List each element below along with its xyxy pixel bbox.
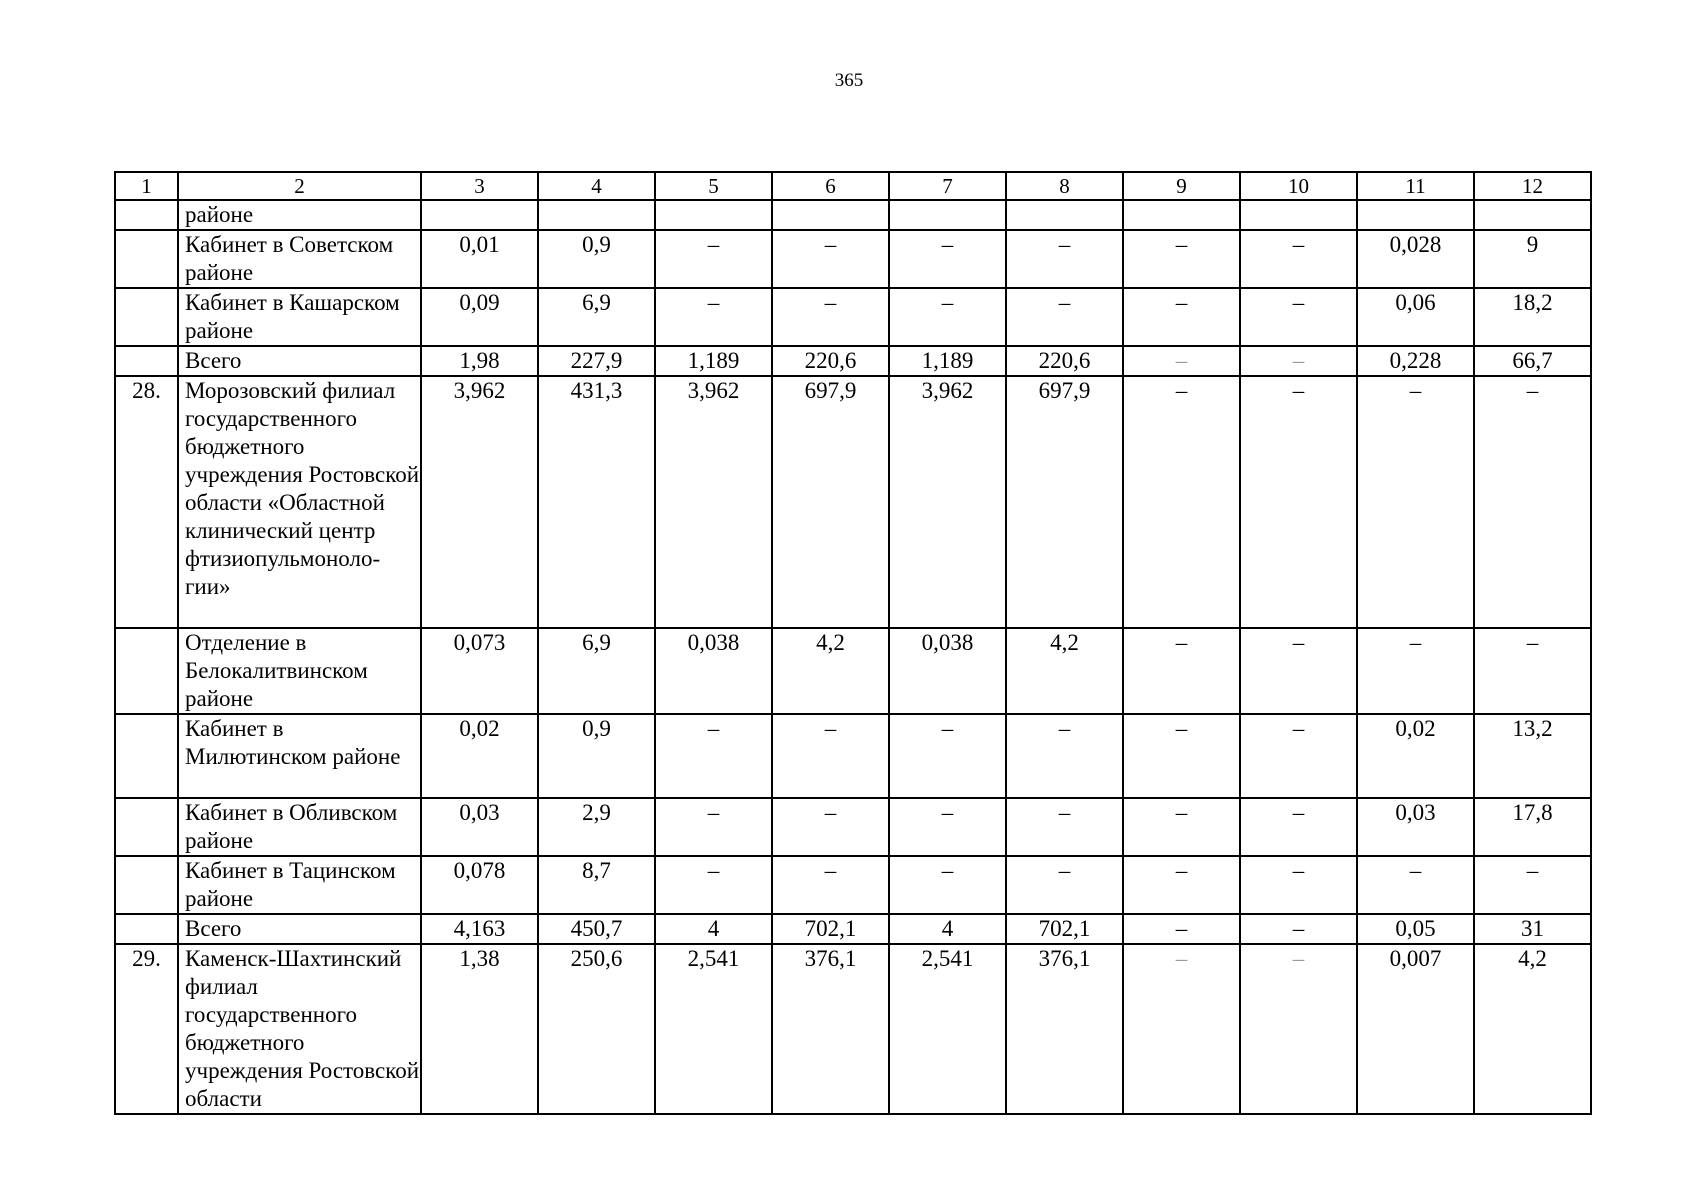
value-cell: – — [1474, 856, 1591, 914]
value-cell: 2,541 — [889, 944, 1006, 1114]
value-cell: – — [772, 714, 889, 798]
value-cell: 4,2 — [1006, 628, 1123, 714]
row-number-cell — [115, 714, 178, 798]
value-cell: 4,2 — [772, 628, 889, 714]
table-row — [115, 714, 1591, 798]
value-cell: 431,3 — [538, 376, 655, 628]
value-cell: – — [1123, 714, 1240, 798]
value-cell: 0,01 — [421, 230, 538, 288]
value-cell: 376,1 — [1006, 944, 1123, 1114]
value-cell: 0,09 — [421, 288, 538, 346]
value-cell: – — [1006, 856, 1123, 914]
value-cell — [1123, 200, 1240, 230]
value-cell: – — [1123, 376, 1240, 628]
row-number-cell: 28. — [115, 376, 178, 628]
value-cell: 450,7 — [538, 914, 655, 944]
value-cell: – — [655, 230, 772, 288]
value-cell: – — [1123, 798, 1240, 856]
value-cell: – — [1357, 376, 1474, 628]
value-cell: – — [1240, 288, 1357, 346]
col-header: 5 — [655, 172, 772, 200]
value-cell: 0,228 — [1357, 346, 1474, 376]
value-cell: – — [1123, 856, 1240, 914]
value-cell: 3,962 — [889, 376, 1006, 628]
value-cell — [538, 200, 655, 230]
value-cell: 2,541 — [655, 944, 772, 1114]
row-number-cell — [115, 628, 178, 714]
value-cell: 220,6 — [772, 346, 889, 376]
value-cell: 3,962 — [655, 376, 772, 628]
table-row — [115, 914, 1591, 944]
value-cell: – — [889, 798, 1006, 856]
value-cell: – — [889, 856, 1006, 914]
value-cell: 2,9 — [538, 798, 655, 856]
value-cell: 6,9 — [538, 288, 655, 346]
table-row — [115, 230, 1591, 288]
value-cell: – — [1240, 798, 1357, 856]
value-cell: 0,02 — [1357, 714, 1474, 798]
value-cell — [772, 200, 889, 230]
value-cell: 0,038 — [655, 628, 772, 714]
row-number-cell — [115, 798, 178, 856]
value-cell: 220,6 — [1006, 346, 1123, 376]
value-cell: 1,189 — [655, 346, 772, 376]
value-cell: – — [772, 856, 889, 914]
value-cell: – — [1123, 288, 1240, 346]
col-header: 7 — [889, 172, 1006, 200]
col-header: 6 — [772, 172, 889, 200]
value-cell: 1,189 — [889, 346, 1006, 376]
value-cell: 17,8 — [1474, 798, 1591, 856]
table-row — [115, 944, 1591, 1114]
value-cell: – — [1123, 914, 1240, 944]
value-cell — [1006, 200, 1123, 230]
value-cell: – — [1240, 230, 1357, 288]
value-cell: – — [1006, 230, 1123, 288]
table-row — [115, 856, 1591, 914]
value-cell: 0,078 — [421, 856, 538, 914]
table-row — [115, 798, 1591, 856]
col-header: 12 — [1474, 172, 1591, 200]
name-cell: Кабинет в Милютинском районе — [178, 714, 421, 798]
name-cell: Каменск-Шахтинский филиал государственного бюджетного учреждения Ростовской области — [178, 944, 421, 1114]
row-number-cell — [115, 914, 178, 944]
value-cell: 702,1 — [772, 914, 889, 944]
value-cell: 0,03 — [1357, 798, 1474, 856]
value-cell: 4 — [655, 914, 772, 944]
value-cell: 1,98 — [421, 346, 538, 376]
row-number-cell — [115, 200, 178, 230]
value-cell: 697,9 — [772, 376, 889, 628]
value-cell: – — [772, 798, 889, 856]
table-row — [115, 288, 1591, 346]
value-cell: – — [1240, 346, 1357, 376]
value-cell — [421, 200, 538, 230]
value-cell: 0,038 — [889, 628, 1006, 714]
value-cell — [1240, 200, 1357, 230]
name-cell: Кабинет в Обливском районе — [178, 798, 421, 856]
value-cell: – — [772, 288, 889, 346]
page-number: 365 — [834, 70, 864, 91]
name-cell: Отделение в Белокалитвинском районе — [178, 628, 421, 714]
col-header: 9 — [1123, 172, 1240, 200]
value-cell: 697,9 — [1006, 376, 1123, 628]
value-cell: – — [1240, 628, 1357, 714]
name-cell: Кабинет в Советском районе — [178, 230, 421, 288]
value-cell: – — [889, 714, 1006, 798]
value-cell: 0,06 — [1357, 288, 1474, 346]
value-cell: 0,9 — [538, 714, 655, 798]
value-cell: – — [772, 230, 889, 288]
value-cell: – — [1240, 944, 1357, 1114]
value-cell: 0,03 — [421, 798, 538, 856]
col-header: 10 — [1240, 172, 1357, 200]
table-row — [115, 200, 1591, 230]
value-cell: – — [1240, 714, 1357, 798]
value-cell: 13,2 — [1474, 714, 1591, 798]
row-number-cell — [115, 856, 178, 914]
value-cell: – — [1123, 230, 1240, 288]
value-cell: 0,007 — [1357, 944, 1474, 1114]
value-cell: 6,9 — [538, 628, 655, 714]
row-number-cell: 29. — [115, 944, 178, 1114]
value-cell — [1357, 200, 1474, 230]
value-cell: 250,6 — [538, 944, 655, 1114]
value-cell: 4,163 — [421, 914, 538, 944]
col-header: 4 — [538, 172, 655, 200]
value-cell: – — [1474, 376, 1591, 628]
value-cell — [1474, 200, 1591, 230]
col-header: 11 — [1357, 172, 1474, 200]
value-cell: 4,2 — [1474, 944, 1591, 1114]
value-cell: 9 — [1474, 230, 1591, 288]
table-row — [115, 376, 1591, 628]
col-header: 1 — [115, 172, 178, 200]
value-cell: 18,2 — [1474, 288, 1591, 346]
name-cell: районе — [178, 200, 421, 230]
value-cell: – — [1006, 288, 1123, 346]
value-cell: 31 — [1474, 914, 1591, 944]
value-cell: – — [1123, 346, 1240, 376]
value-cell: 0,028 — [1357, 230, 1474, 288]
value-cell: 0,05 — [1357, 914, 1474, 944]
value-cell: – — [655, 798, 772, 856]
value-cell: 376,1 — [772, 944, 889, 1114]
value-cell: 227,9 — [538, 346, 655, 376]
col-header: 3 — [421, 172, 538, 200]
value-cell: – — [1240, 376, 1357, 628]
name-cell: Всего — [178, 346, 421, 376]
name-cell: Всего — [178, 914, 421, 944]
table-row — [115, 628, 1591, 714]
col-header: 2 — [178, 172, 421, 200]
value-cell: – — [1474, 628, 1591, 714]
row-number-cell — [115, 288, 178, 346]
value-cell: 0,02 — [421, 714, 538, 798]
value-cell — [655, 200, 772, 230]
value-cell: – — [655, 856, 772, 914]
row-number-cell — [115, 230, 178, 288]
value-cell: 66,7 — [1474, 346, 1591, 376]
value-cell: – — [889, 288, 1006, 346]
name-cell: Кабинет в Кашарском районе — [178, 288, 421, 346]
value-cell: – — [1357, 856, 1474, 914]
value-cell — [889, 200, 1006, 230]
name-cell: Морозовский филиал государственного бюджетного учреждения Ростовской области «Областной клинический центр фтизиопульмоноло-гии» — [178, 376, 421, 628]
column-number-header — [115, 172, 1591, 200]
name-cell: Кабинет в Тацинском районе — [178, 856, 421, 914]
value-cell: – — [1006, 798, 1123, 856]
value-cell: – — [1240, 914, 1357, 944]
data-table — [114, 171, 1592, 1115]
value-cell: 1,38 — [421, 944, 538, 1114]
value-cell: – — [889, 230, 1006, 288]
value-cell: 0,9 — [538, 230, 655, 288]
value-cell: – — [1123, 628, 1240, 714]
value-cell: 8,7 — [538, 856, 655, 914]
value-cell: – — [655, 288, 772, 346]
table-row — [115, 346, 1591, 376]
value-cell: 3,962 — [421, 376, 538, 628]
value-cell: – — [1357, 628, 1474, 714]
value-cell: – — [655, 714, 772, 798]
row-number-cell — [115, 346, 178, 376]
value-cell: 0,073 — [421, 628, 538, 714]
value-cell: – — [1006, 714, 1123, 798]
value-cell: 4 — [889, 914, 1006, 944]
value-cell: – — [1123, 944, 1240, 1114]
col-header: 8 — [1006, 172, 1123, 200]
value-cell: 702,1 — [1006, 914, 1123, 944]
value-cell: – — [1240, 856, 1357, 914]
